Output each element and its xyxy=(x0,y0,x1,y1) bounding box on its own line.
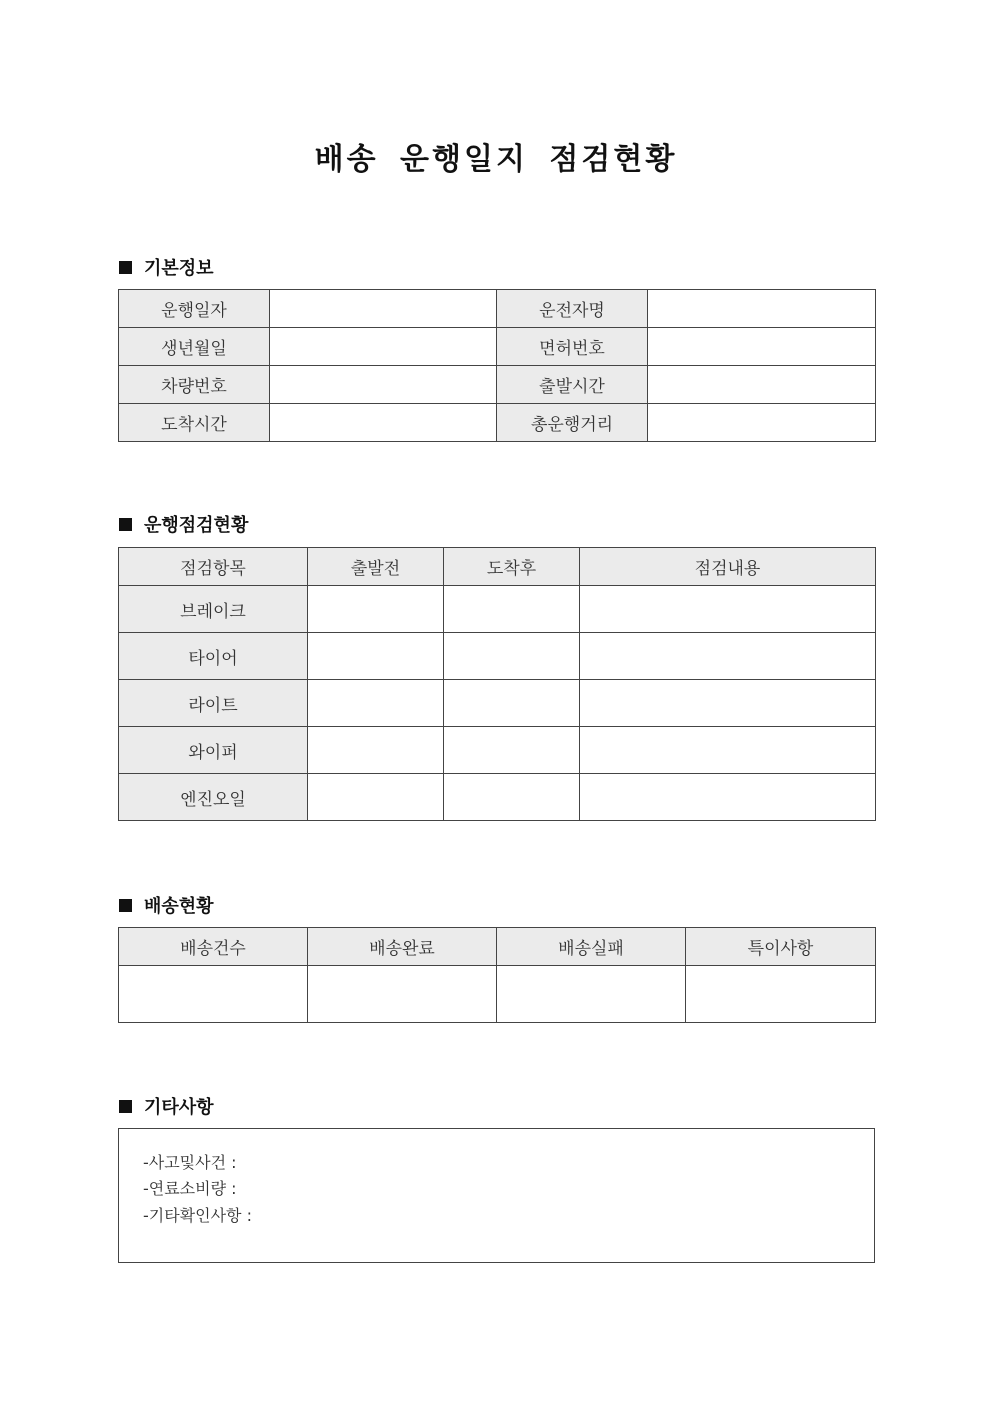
input-cell[interactable] xyxy=(580,633,876,680)
input-cell[interactable] xyxy=(580,774,876,821)
square-bullet-icon xyxy=(119,899,132,912)
section-inspection xyxy=(119,511,248,537)
table-row xyxy=(119,366,876,404)
input-cell[interactable] xyxy=(308,586,444,633)
input-cell[interactable] xyxy=(580,727,876,774)
input-cell[interactable] xyxy=(270,404,497,442)
basic-info-table xyxy=(118,289,876,442)
input-cell[interactable] xyxy=(119,966,308,1023)
section-other-label: 기타사항 xyxy=(144,1097,214,1118)
section-delivery-label: 배송현황 xyxy=(144,896,214,917)
section-delivery xyxy=(119,892,214,918)
input-cell[interactable] xyxy=(444,727,580,774)
input-cell[interactable] xyxy=(648,290,876,328)
input-cell[interactable] xyxy=(444,680,580,727)
table-row xyxy=(119,586,876,633)
input-cell[interactable] xyxy=(308,633,444,680)
input-cell[interactable] xyxy=(270,366,497,404)
table-row xyxy=(119,290,876,328)
notes-line-fuel: -연료소비량 : xyxy=(143,1179,237,1198)
item-label: 브레이크 xyxy=(119,586,308,633)
table-header-row xyxy=(119,548,876,586)
delivery-table xyxy=(118,927,876,1023)
table-row xyxy=(119,774,876,821)
inspection-table xyxy=(118,547,876,821)
label-cell: 도착시간 xyxy=(119,404,270,442)
column-header: 점검항목 xyxy=(119,548,308,586)
input-cell[interactable] xyxy=(308,966,497,1023)
input-cell[interactable] xyxy=(270,290,497,328)
section-other xyxy=(119,1093,214,1119)
table-row xyxy=(119,966,876,1023)
label-cell: 출발시간 xyxy=(497,366,648,404)
label-cell: 면허번호 xyxy=(497,328,648,366)
label-cell: 차량번호 xyxy=(119,366,270,404)
column-header: 점검내용 xyxy=(580,548,876,586)
item-label: 와이퍼 xyxy=(119,727,308,774)
input-cell[interactable] xyxy=(444,633,580,680)
table-row xyxy=(119,328,876,366)
notes-line-incident: -사고및사건 : xyxy=(143,1153,237,1172)
table-row xyxy=(119,727,876,774)
section-basic-info-label: 기본정보 xyxy=(144,258,214,279)
input-cell[interactable] xyxy=(308,727,444,774)
input-cell[interactable] xyxy=(648,366,876,404)
column-header: 배송완료 xyxy=(308,928,497,966)
table-header-row xyxy=(119,928,876,966)
input-cell[interactable] xyxy=(580,680,876,727)
column-header: 배송건수 xyxy=(119,928,308,966)
column-header: 배송실패 xyxy=(497,928,686,966)
notes-box[interactable] xyxy=(118,1128,875,1263)
label-cell: 운전자명 xyxy=(497,290,648,328)
square-bullet-icon xyxy=(119,518,132,531)
square-bullet-icon xyxy=(119,1100,132,1113)
notes-line-other: -기타확인사항 : xyxy=(143,1206,252,1225)
table-row xyxy=(119,680,876,727)
input-cell[interactable] xyxy=(686,966,876,1023)
input-cell[interactable] xyxy=(444,586,580,633)
label-cell: 생년월일 xyxy=(119,328,270,366)
item-label: 라이트 xyxy=(119,680,308,727)
column-header: 출발전 xyxy=(308,548,444,586)
input-cell[interactable] xyxy=(580,586,876,633)
input-cell[interactable] xyxy=(308,680,444,727)
input-cell[interactable] xyxy=(648,328,876,366)
label-cell: 운행일자 xyxy=(119,290,270,328)
square-bullet-icon xyxy=(119,261,132,274)
table-row xyxy=(119,633,876,680)
input-cell[interactable] xyxy=(270,328,497,366)
column-header: 도착후 xyxy=(444,548,580,586)
section-basic-info xyxy=(119,254,214,280)
page-title: 배송 운행일지 점검현황 xyxy=(314,142,678,177)
item-label: 엔진오일 xyxy=(119,774,308,821)
input-cell[interactable] xyxy=(497,966,686,1023)
column-header: 특이사항 xyxy=(686,928,876,966)
item-label: 타이어 xyxy=(119,633,308,680)
label-cell: 총운행거리 xyxy=(497,404,648,442)
input-cell[interactable] xyxy=(444,774,580,821)
input-cell[interactable] xyxy=(648,404,876,442)
input-cell[interactable] xyxy=(308,774,444,821)
table-row xyxy=(119,404,876,442)
section-inspection-label: 운행점검현황 xyxy=(144,515,249,536)
